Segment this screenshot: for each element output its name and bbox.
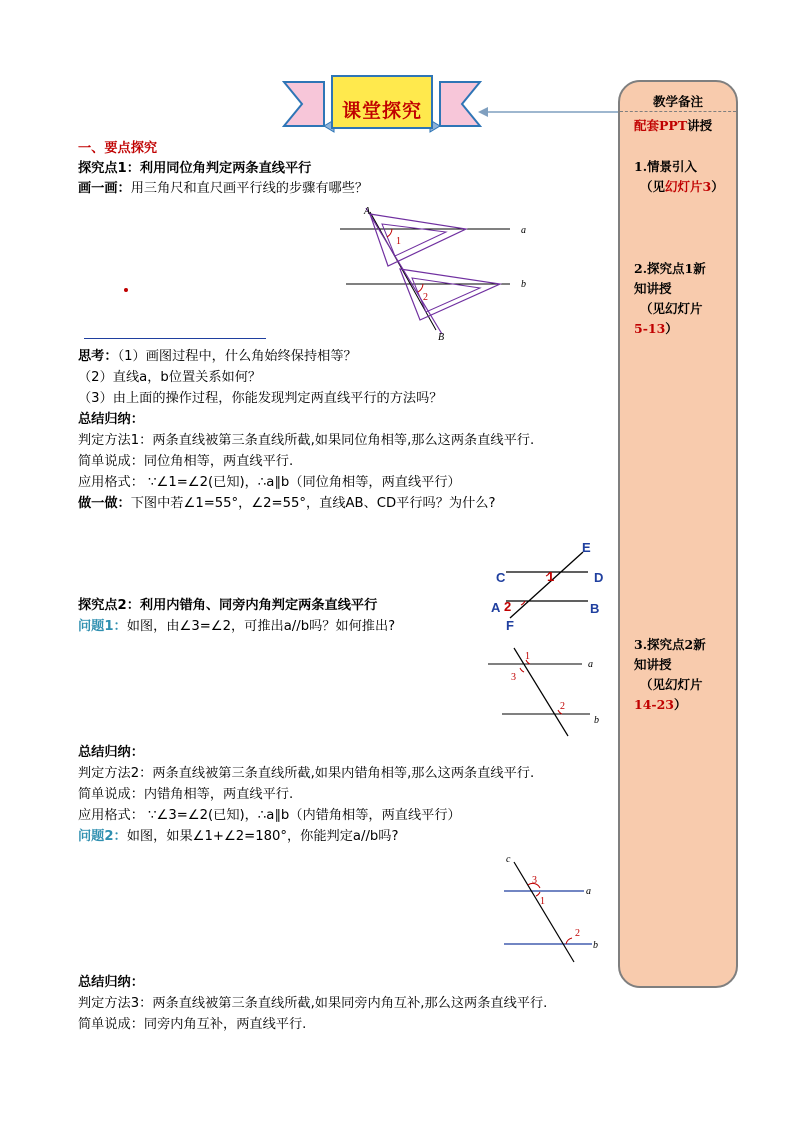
label-angle-2: 2 bbox=[423, 292, 428, 303]
label-angle-1b: 1 bbox=[547, 569, 555, 584]
q2-line: 问题2：如图，如果∠1+∠2=180°，你能判定a//b吗? bbox=[78, 829, 399, 844]
method2-text: 判定方法2：两条直线被第三条直线所截,如果内错角相等,那么这两条直线平行. bbox=[78, 766, 535, 781]
sidebar-note-3: 3.探究点2新 知讲授 （见幻灯片 14-23） bbox=[634, 637, 706, 712]
label-A2: A bbox=[491, 600, 501, 615]
figure-ab-cd-transversal bbox=[488, 538, 608, 632]
format2-text: 应用格式： ∵∠3=∠2(已知)，∴a∥b（内错角相等，两直线平行） bbox=[78, 808, 461, 823]
summary3-label: 总结归纳： bbox=[78, 975, 144, 990]
draw-line: 画一画：用三角尺和直尺画平行线的步骤有哪些？ bbox=[78, 181, 369, 196]
think-line-1: 思考：（1）画图过程中，什么角始终保持相等？ bbox=[78, 349, 357, 364]
banner-title: 课堂探究 bbox=[341, 100, 422, 122]
label-angle-1d: 1 bbox=[540, 896, 545, 907]
label-b3: b bbox=[594, 715, 599, 726]
summary1-label: 总结归纳： bbox=[78, 412, 144, 427]
label-angle-1c: 1 bbox=[525, 651, 530, 662]
label-angle-3c: 3 bbox=[511, 672, 516, 683]
label-angle-2b: 2 bbox=[504, 599, 512, 614]
simple1-text: 简单说成：同位角相等，两直线平行. bbox=[78, 454, 294, 469]
point1-heading: 探究点1：利用同位角判定两条直线平行 bbox=[78, 161, 312, 176]
label-a: a bbox=[521, 225, 526, 236]
sidebar-note-1: 1.情景引入 （见幻灯片3） bbox=[634, 159, 724, 194]
sidebar-title: 教学备注 bbox=[652, 94, 703, 109]
method3-text: 判定方法3：两条直线被第三条直线所截,如果同旁内角互补,那么这两条直线平行. bbox=[78, 996, 548, 1011]
figure-q2-parallel bbox=[500, 852, 610, 968]
label-angle-3d: 3 bbox=[532, 875, 537, 886]
arrow-left-icon bbox=[478, 104, 620, 120]
label-E: E bbox=[582, 540, 591, 555]
label-a4: a bbox=[586, 886, 591, 897]
label-c4: c bbox=[506, 854, 511, 865]
figure-triangle-ruler bbox=[340, 202, 540, 344]
figure-q1-parallel bbox=[488, 644, 608, 740]
label-F: F bbox=[506, 618, 514, 633]
summary2-label: 总结归纳： bbox=[78, 745, 144, 760]
label-angle-2c: 2 bbox=[560, 701, 565, 712]
section-heading: 一、要点探究 bbox=[78, 141, 158, 156]
label-angle-1: 1 bbox=[396, 236, 401, 247]
label-b: b bbox=[521, 279, 526, 290]
think-line-3: （3）由上面的操作过程，你能发现判定两直线平行的方法吗？ bbox=[78, 391, 443, 406]
label-D: D bbox=[594, 570, 604, 585]
point2-heading: 探究点2：利用内错角、同旁内角判定两条直线平行 bbox=[78, 598, 378, 613]
think-line-2: （2）直线a，b位置关系如何？ bbox=[78, 370, 262, 385]
ruler-line bbox=[84, 338, 266, 339]
red-dot bbox=[124, 288, 128, 292]
method1-text: 判定方法1：两条直线被第三条直线所截,如果同位角相等,那么这两条直线平行. bbox=[78, 433, 535, 448]
label-angle-2d: 2 bbox=[575, 928, 580, 939]
label-b4: b bbox=[593, 940, 598, 951]
sidebar-note-2: 2.探究点1新 知讲授 （见幻灯片 5-13） bbox=[634, 261, 706, 336]
simple2-text: 简单说成：内错角相等，两直线平行. bbox=[78, 787, 294, 802]
label-C: C bbox=[496, 570, 506, 585]
label-B: B bbox=[438, 332, 445, 343]
label-a3: a bbox=[588, 659, 593, 670]
sidebar-subtitle: 配套PPT讲授 bbox=[634, 118, 713, 133]
teaching-notes-sidebar bbox=[618, 80, 738, 988]
q1-line: 问题1：如图，由∠3=∠2，可推出a//b吗？如何推出? bbox=[78, 619, 396, 634]
simple3-text: 简单说成：同旁内角互补，两直线平行. bbox=[78, 1017, 307, 1032]
label-A: A bbox=[364, 206, 371, 217]
label-B2: B bbox=[590, 601, 600, 616]
sidebar-divider bbox=[620, 111, 736, 112]
format1-text: 应用格式： ∵∠1=∠2(已知)，∴a∥b（同位角相等，两直线平行） bbox=[78, 475, 461, 490]
try-line: 做一做：下图中若∠1=55°，∠2=55°，直线AB、CD平行吗？为什么? bbox=[78, 496, 496, 511]
